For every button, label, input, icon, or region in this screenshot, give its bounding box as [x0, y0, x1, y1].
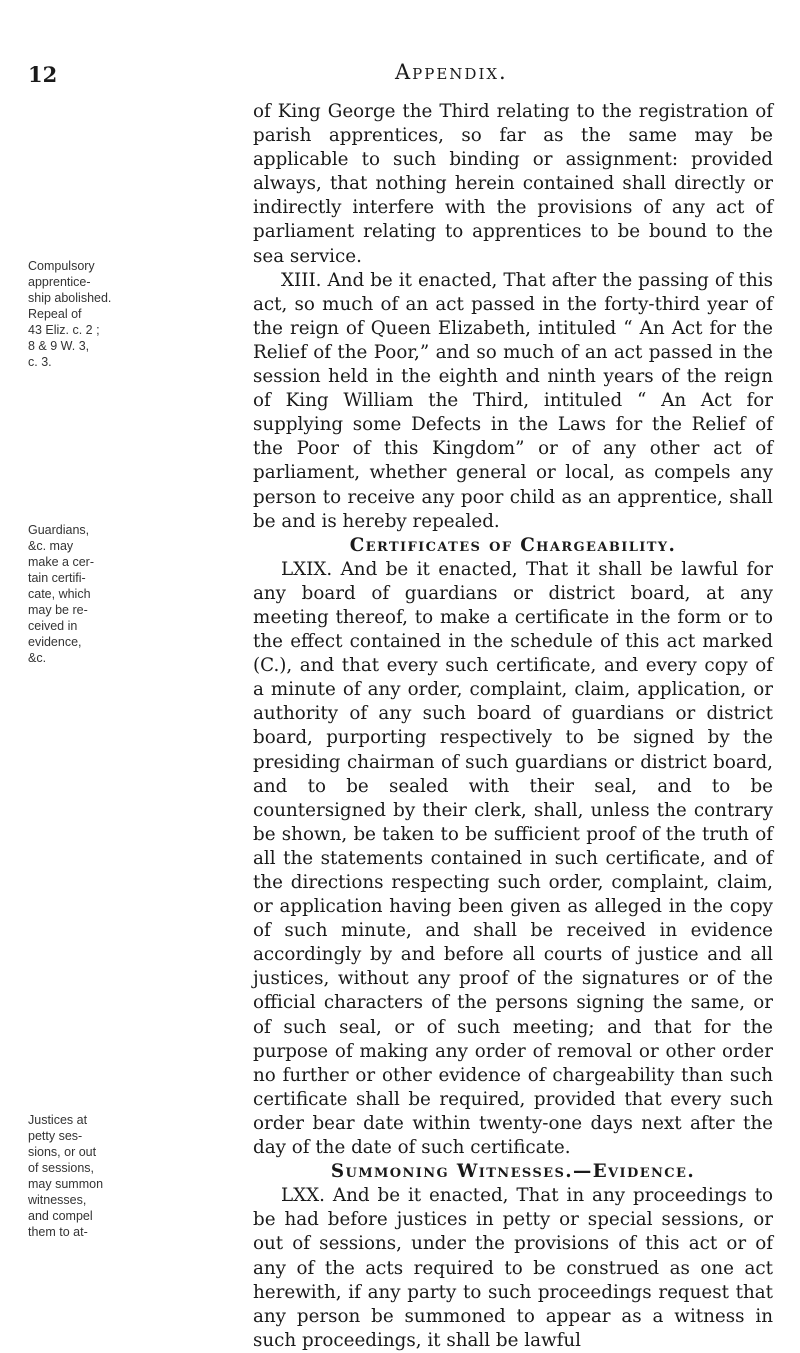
margin-note-line: them to at-: [28, 1225, 88, 1239]
margin-note-line: evidence,: [28, 635, 82, 649]
margin-note-line: &c.: [28, 651, 47, 665]
margin-note-line: Guardians,: [28, 523, 90, 537]
margin-note-line: Repeal of: [28, 307, 82, 321]
margin-note-line: ceived in: [28, 619, 78, 633]
margin-note-compulsory-apprenticeship: [28, 258, 132, 370]
margin-note-line: tain certifi-: [28, 571, 86, 585]
margin-note-line: &c. may: [28, 539, 74, 553]
margin-note-line: 43 Eliz. c. 2 ;: [28, 323, 100, 337]
margin-note-line: 8 & 9 W. 3,: [28, 339, 90, 353]
margin-note-line: may be re-: [28, 603, 88, 617]
margin-note-line: make a cer-: [28, 555, 94, 569]
section-lxx-paragraph: LXX. And be it enacted, That in any proceedings to be had before justices in petty or special sessions, or out of sessions, under the provisions of this act or of any of the acts required to be construed as one act herewith, if any party to such proceedings request that any person be summoned to appear as a witness in such proceedings, it shall be lawful: [253, 1185, 773, 1351]
section-xiii-paragraph: XIII. And be it enacted, That after the passing of this act, so much of an act passed in the forty-third year of the reign of Queen Elizabeth, intituled “ An Act for the Relief of the Poor,” and so much of an act passed in the session held in the eighth and ninth years of the reign of King William the Third, intituled “ An Act for supplying some Defects in the Laws for the Relief of the Poor of this Kingdom” or of any other act of parliament, whether general or local, as compels any person to receive any poor child as an apprentice, shall be and is hereby repealed.: [253, 269, 773, 532]
margin-note-line: may summon: [28, 1177, 104, 1191]
running-head: Appendix.: [395, 60, 508, 84]
heading-certificates-of-chargeability: Certificates of Chargeability.: [349, 534, 677, 556]
page-number: 12: [28, 62, 58, 87]
main-text: [253, 100, 773, 1353]
margin-note-line: cate, which: [28, 587, 91, 601]
margin-note-justices-summon: [28, 1112, 132, 1240]
heading-summoning-witnesses: Summoning Witnesses.—Evidence.: [330, 1161, 696, 1183]
continuation-paragraph: of King George the Third relating to the registration of parish apprentices, so far as the same may be applicable to such binding or assignment: provided always, that nothing herein contained shall directly or indirectly interfere with the provisions of any act of parliament relating to apprentices to be bound to the sea service.: [253, 101, 773, 267]
margin-note-line: witnesses,: [28, 1193, 87, 1207]
margin-note-line: petty ses-: [28, 1129, 83, 1143]
margin-note-line: c. 3.: [28, 355, 52, 369]
margin-note-line: ship abolished.: [28, 291, 112, 305]
margin-note-line: Justices at: [28, 1113, 88, 1127]
margin-note-line: apprentice-: [28, 275, 91, 289]
margin-note-line: sions, or out: [28, 1145, 97, 1159]
section-lxix-paragraph: LXIX. And be it enacted, That it shall be lawful for any board of guardians or district board, at any meeting thereof, to make a certificate in the form or to the effect contained in the schedule of this act marked (C.), and that every such certificate, and every copy of a minute of any order, complaint, claim, application, or authority of any such board of guardians or district board, purporting respectively to be signed by the presiding chairman of such guardians or district board, and to be sealed with their seal, and to be countersigned by their clerk, shall, unless the contrary be shown, be taken to be sufficient proof of the truth of all the statements contained in such certificate, and of the directions respecting such order, complaint, claim, or application having been given as alleged in the copy of such minute, and shall be received in evidence accordingly by and before all courts of justice and all justices, without any proof of the signatures or of the official characters of the persons signing the same, or of such seal, or of such meeting; and that for the purpose of making any order of removal or other order no further or other evidence of chargeability than such certificate shall be required, provided that every such order bear date within twenty-one days next after the day of the date of such certificate.: [253, 558, 773, 1159]
margin-note-guardians-certificate: [28, 522, 132, 666]
margin-note-line: Compulsory: [28, 259, 95, 273]
margin-note-line: and compel: [28, 1209, 93, 1223]
margin-note-line: of sessions,: [28, 1161, 95, 1175]
